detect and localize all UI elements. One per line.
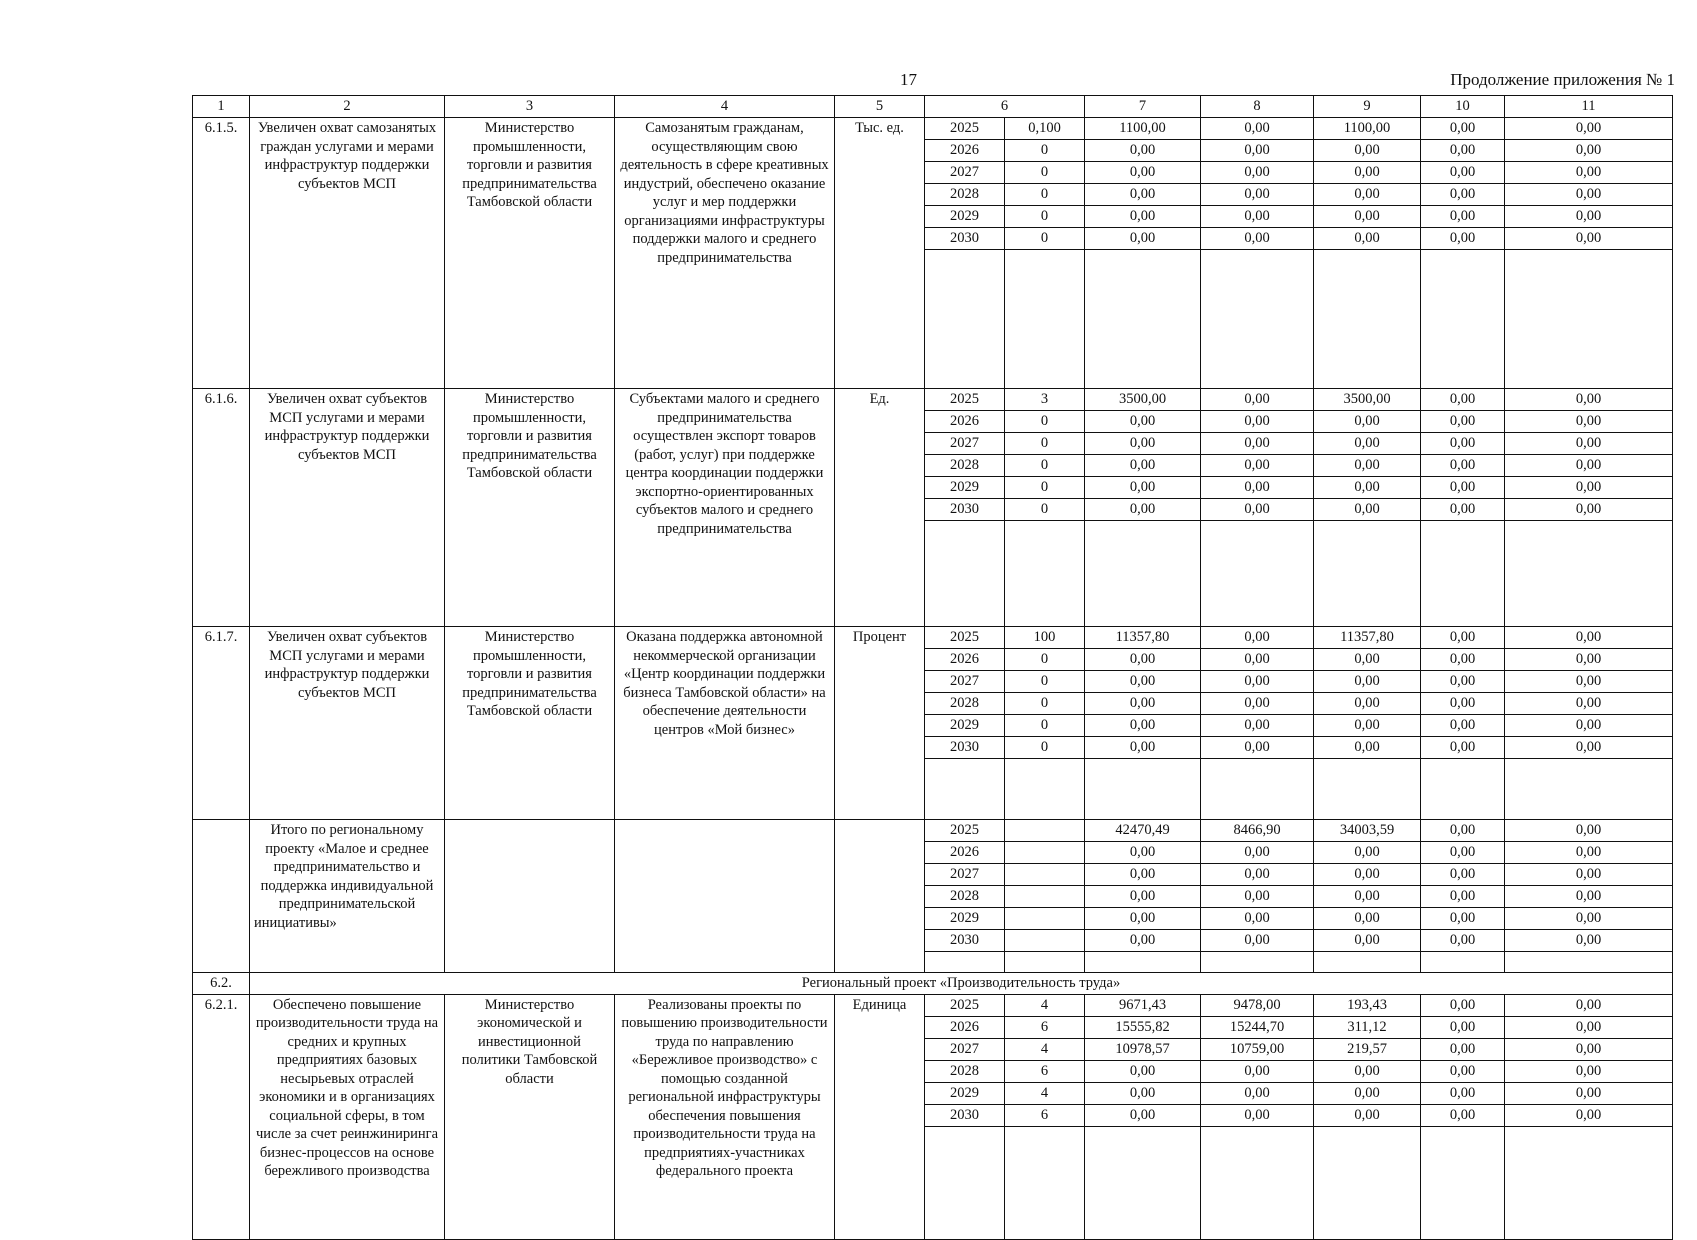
cell-c9: 0,00 [1314, 715, 1421, 737]
empty-cell [1085, 250, 1201, 389]
year-row [193, 994, 1673, 1016]
empty-cell [1085, 521, 1201, 627]
cell-c8: 0,00 [1201, 1060, 1314, 1082]
empty-cell [1201, 521, 1314, 627]
appendix-continuation-note: Продолжение приложения № 1 [1450, 70, 1675, 89]
item-responsible: Министерство промышленности, торговли и развития предпринимательства Тамбовской области [445, 627, 615, 820]
cell-c10: 0,00 [1421, 737, 1505, 759]
cell-c7: 1100,00 [1085, 118, 1201, 140]
cell-c9: 0,00 [1314, 649, 1421, 671]
cell-c7: 0,00 [1085, 908, 1201, 930]
cell-c9: 0,00 [1314, 1060, 1421, 1082]
empty-cell [1201, 250, 1314, 389]
cell-c10: 0,00 [1421, 433, 1505, 455]
year-row [193, 627, 1673, 649]
column-header: 6 [925, 96, 1085, 118]
cell-c10: 0,00 [1421, 864, 1505, 886]
cell-c9: 0,00 [1314, 693, 1421, 715]
cell-c10: 0,00 [1421, 886, 1505, 908]
cell-c8: 0,00 [1201, 715, 1314, 737]
cell-c8: 10759,00 [1201, 1038, 1314, 1060]
cell-c8: 8466,90 [1201, 820, 1314, 842]
cell-c9: 219,57 [1314, 1038, 1421, 1060]
empty-cell [925, 759, 1005, 820]
empty-cell [1005, 952, 1085, 973]
cell-value: 4 [1005, 1038, 1085, 1060]
cell-c8: 0,00 [1201, 886, 1314, 908]
cell-year: 2027 [925, 162, 1005, 184]
empty-cell [1505, 521, 1673, 627]
cell-c8: 0,00 [1201, 499, 1314, 521]
cell-value: 0 [1005, 737, 1085, 759]
cell-c10: 0,00 [1421, 411, 1505, 433]
cell-year: 2030 [925, 930, 1005, 952]
cell-year: 2029 [925, 715, 1005, 737]
item-result: Обеспечено повышение производительности труда на средних и крупных предприятиях базовых несырьевых отраслей экономики и в организациях социальной сферы, в том числе за счет реинжиниринга бизнес-процессов на основе бережливого производства [250, 994, 445, 1239]
cell-value: 6 [1005, 1016, 1085, 1038]
cell-c7: 0,00 [1085, 140, 1201, 162]
cell-year: 2025 [925, 994, 1005, 1016]
cell-c11: 0,00 [1505, 908, 1673, 930]
cell-c9: 0,00 [1314, 930, 1421, 952]
cell-year: 2026 [925, 140, 1005, 162]
cell-c9: 0,00 [1314, 1104, 1421, 1126]
cell-c10: 0,00 [1421, 389, 1505, 411]
year-row [193, 820, 1673, 842]
cell-c7: 9671,43 [1085, 994, 1201, 1016]
column-header: 10 [1421, 96, 1505, 118]
cell-c11: 0,00 [1505, 162, 1673, 184]
cell-c8: 0,00 [1201, 671, 1314, 693]
cell-c11: 0,00 [1505, 886, 1673, 908]
cell-c8: 0,00 [1201, 1082, 1314, 1104]
empty-cell [1314, 250, 1421, 389]
cell-c10: 0,00 [1421, 499, 1505, 521]
cell-c10: 0,00 [1421, 477, 1505, 499]
cell-c7: 0,00 [1085, 715, 1201, 737]
item-responsible: Министерство промышленности, торговли и развития предпринимательства Тамбовской области [445, 389, 615, 627]
cell-c8: 0,00 [1201, 162, 1314, 184]
item-unit: Ед. [835, 389, 925, 627]
cell-c11: 0,00 [1505, 499, 1673, 521]
cell-c7: 0,00 [1085, 930, 1201, 952]
cell-c9: 0,00 [1314, 499, 1421, 521]
item-number: 6.2.1. [193, 994, 250, 1239]
cell-c8: 0,00 [1201, 627, 1314, 649]
cell-c8: 0,00 [1201, 455, 1314, 477]
cell-c11: 0,00 [1505, 864, 1673, 886]
cell-c8: 0,00 [1201, 693, 1314, 715]
cell-value: 100 [1005, 627, 1085, 649]
cell-c9: 0,00 [1314, 228, 1421, 250]
cell-c11: 0,00 [1505, 389, 1673, 411]
cell-c11: 0,00 [1505, 737, 1673, 759]
cell-c7: 0,00 [1085, 886, 1201, 908]
cell-c10: 0,00 [1421, 228, 1505, 250]
cell-year: 2027 [925, 433, 1005, 455]
cell-c8: 0,00 [1201, 842, 1314, 864]
cell-c7: 0,00 [1085, 477, 1201, 499]
item-responsible: Министерство экономической и инвестиционной политики Тамбовской области [445, 994, 615, 1239]
cell-value: 0 [1005, 693, 1085, 715]
item-description: Самозанятым гражданам, осуществляющим свою деятельность в сфере креативных индустрий, обеспечено оказание услуг и мер поддержки организациями инфраструктуры поддержки малого и среднего предпринимательства [615, 118, 835, 389]
cell-year: 2030 [925, 228, 1005, 250]
item-unit: Единица [835, 994, 925, 1239]
cell-c11: 0,00 [1505, 842, 1673, 864]
column-header: 9 [1314, 96, 1421, 118]
empty-cell [1421, 952, 1505, 973]
empty-cell [1005, 250, 1085, 389]
empty-cell [1005, 759, 1085, 820]
cell-c10: 0,00 [1421, 994, 1505, 1016]
cell-c7: 0,00 [1085, 1104, 1201, 1126]
cell-year: 2026 [925, 1016, 1005, 1038]
empty-cell [1314, 759, 1421, 820]
cell-c11: 0,00 [1505, 649, 1673, 671]
cell-c11: 0,00 [1505, 228, 1673, 250]
cell-c9: 34003,59 [1314, 820, 1421, 842]
cell-year: 2025 [925, 820, 1005, 842]
empty-cell [925, 521, 1005, 627]
cell-value: 0 [1005, 671, 1085, 693]
cell-c8: 0,00 [1201, 477, 1314, 499]
cell-c10: 0,00 [1421, 842, 1505, 864]
cell-c9: 0,00 [1314, 864, 1421, 886]
cell-c8: 0,00 [1201, 140, 1314, 162]
empty-cell [1505, 952, 1673, 973]
cell-c8: 0,00 [1201, 411, 1314, 433]
item-description: Оказана поддержка автономной некоммерческой организации «Центр координации поддержки бизнеса Тамбовской области» на обеспечение деятельности центров «Мой бизнес» [615, 627, 835, 820]
cell-year: 2029 [925, 477, 1005, 499]
cell-c8: 0,00 [1201, 389, 1314, 411]
cell-c11: 0,00 [1505, 206, 1673, 228]
item-result: Увеличен охват субъектов МСП услугами и мерами инфраструктур поддержки субъектов МСП [250, 627, 445, 820]
cell-year: 2029 [925, 908, 1005, 930]
cell-c9: 0,00 [1314, 162, 1421, 184]
cell-c8: 0,00 [1201, 1104, 1314, 1126]
cell-value: 4 [1005, 1082, 1085, 1104]
cell-c7: 0,00 [1085, 184, 1201, 206]
cell-c11: 0,00 [1505, 820, 1673, 842]
cell-c8: 0,00 [1201, 908, 1314, 930]
cell-c8: 15244,70 [1201, 1016, 1314, 1038]
cell-c10: 0,00 [1421, 118, 1505, 140]
column-header: 11 [1505, 96, 1673, 118]
cell-value: 0 [1005, 477, 1085, 499]
cell-c11: 0,00 [1505, 671, 1673, 693]
cell-c10: 0,00 [1421, 930, 1505, 952]
cell-value [1005, 908, 1085, 930]
cell-c10: 0,00 [1421, 1082, 1505, 1104]
cell-value: 0 [1005, 649, 1085, 671]
cell-value [1005, 820, 1085, 842]
cell-value: 4 [1005, 994, 1085, 1016]
cell-c9: 0,00 [1314, 842, 1421, 864]
cell-c10: 0,00 [1421, 1016, 1505, 1038]
cell-c8: 0,00 [1201, 433, 1314, 455]
cell-c7: 0,00 [1085, 842, 1201, 864]
cell-c10: 0,00 [1421, 1038, 1505, 1060]
cell-c7: 42470,49 [1085, 820, 1201, 842]
cell-c9: 0,00 [1314, 671, 1421, 693]
item-unit: Тыс. ед. [835, 118, 925, 389]
empty-cell [1201, 1126, 1314, 1239]
cell-c11: 0,00 [1505, 1038, 1673, 1060]
cell-c11: 0,00 [1505, 693, 1673, 715]
item-description: Реализованы проекты по повышению производительности труда по направлению «Бережливое производство» с помощью созданной региональной инфраструктуры обеспечения повышения производительности труда на предприятиях-участниках федерального проекта [615, 994, 835, 1239]
cell-c11: 0,00 [1505, 433, 1673, 455]
cell-c11: 0,00 [1505, 1104, 1673, 1126]
empty-cell [1005, 1126, 1085, 1239]
item-unit: Процент [835, 627, 925, 820]
column-header: 2 [250, 96, 445, 118]
empty-cell [1314, 952, 1421, 973]
cell-c9: 0,00 [1314, 184, 1421, 206]
cell-value: 0 [1005, 455, 1085, 477]
cell-value: 0 [1005, 206, 1085, 228]
item-description: Субъектами малого и среднего предпринимательства осуществлен экспорт товаров (работ, услуг) при поддержке центра координации поддержки экспортно-ориентированных субъектов малого и среднего предпринимательства [615, 389, 835, 627]
cell-year: 2030 [925, 737, 1005, 759]
empty-cell [1201, 952, 1314, 973]
cell-c11: 0,00 [1505, 140, 1673, 162]
cell-c11: 0,00 [1505, 930, 1673, 952]
cell-c11: 0,00 [1505, 994, 1673, 1016]
empty-cell [1421, 250, 1505, 389]
cell-year: 2026 [925, 649, 1005, 671]
item-description [615, 820, 835, 973]
cell-value: 0 [1005, 433, 1085, 455]
cell-value [1005, 886, 1085, 908]
cell-year: 2028 [925, 1060, 1005, 1082]
cell-c7: 3500,00 [1085, 389, 1201, 411]
program-table [192, 95, 1673, 1240]
section-number: 6.2. [193, 973, 250, 995]
cell-c7: 0,00 [1085, 693, 1201, 715]
cell-c9: 0,00 [1314, 908, 1421, 930]
cell-value: 0 [1005, 162, 1085, 184]
cell-value: 0 [1005, 140, 1085, 162]
column-header: 3 [445, 96, 615, 118]
cell-c7: 0,00 [1085, 649, 1201, 671]
cell-c10: 0,00 [1421, 184, 1505, 206]
section-header-row [193, 973, 1673, 995]
cell-year: 2027 [925, 1038, 1005, 1060]
cell-c9: 0,00 [1314, 737, 1421, 759]
cell-c7: 0,00 [1085, 162, 1201, 184]
cell-year: 2026 [925, 411, 1005, 433]
cell-c11: 0,00 [1505, 455, 1673, 477]
empty-cell [1201, 759, 1314, 820]
cell-value [1005, 864, 1085, 886]
cell-year: 2029 [925, 1082, 1005, 1104]
empty-cell [1421, 1126, 1505, 1239]
cell-year: 2030 [925, 499, 1005, 521]
cell-c8: 9478,00 [1201, 994, 1314, 1016]
cell-c7: 0,00 [1085, 411, 1201, 433]
cell-c8: 0,00 [1201, 228, 1314, 250]
cell-c9: 3500,00 [1314, 389, 1421, 411]
cell-c9: 1100,00 [1314, 118, 1421, 140]
cell-value: 0 [1005, 184, 1085, 206]
cell-c10: 0,00 [1421, 162, 1505, 184]
cell-c8: 0,00 [1201, 737, 1314, 759]
item-result: Увеличен охват самозанятых граждан услугами и мерами инфраструктур поддержки субъектов МСП [250, 118, 445, 389]
cell-c8: 0,00 [1201, 118, 1314, 140]
empty-cell [1505, 1126, 1673, 1239]
empty-cell [1005, 521, 1085, 627]
empty-cell [925, 250, 1005, 389]
item-number: 6.1.6. [193, 389, 250, 627]
empty-cell [1505, 250, 1673, 389]
cell-c11: 0,00 [1505, 118, 1673, 140]
cell-c7: 10978,57 [1085, 1038, 1201, 1060]
empty-cell [925, 1126, 1005, 1239]
item-responsible [445, 820, 615, 973]
cell-c11: 0,00 [1505, 411, 1673, 433]
cell-c9: 0,00 [1314, 140, 1421, 162]
empty-cell [1085, 759, 1201, 820]
cell-c11: 0,00 [1505, 627, 1673, 649]
cell-c10: 0,00 [1421, 627, 1505, 649]
cell-year: 2029 [925, 206, 1005, 228]
cell-c10: 0,00 [1421, 693, 1505, 715]
cell-c11: 0,00 [1505, 1016, 1673, 1038]
section-title: Региональный проект «Производительность труда» [250, 973, 1673, 995]
column-header: 8 [1201, 96, 1314, 118]
cell-year: 2028 [925, 693, 1005, 715]
column-header: 4 [615, 96, 835, 118]
cell-year: 2030 [925, 1104, 1005, 1126]
item-responsible: Министерство промышленности, торговли и развития предпринимательства Тамбовской области [445, 118, 615, 389]
cell-year: 2028 [925, 455, 1005, 477]
cell-year: 2028 [925, 184, 1005, 206]
cell-c7: 0,00 [1085, 206, 1201, 228]
cell-c8: 0,00 [1201, 184, 1314, 206]
empty-cell [1085, 952, 1201, 973]
cell-year: 2027 [925, 671, 1005, 693]
cell-c7: 15555,82 [1085, 1016, 1201, 1038]
cell-c10: 0,00 [1421, 455, 1505, 477]
cell-year: 2025 [925, 389, 1005, 411]
cell-c7: 0,00 [1085, 499, 1201, 521]
cell-c9: 0,00 [1314, 455, 1421, 477]
cell-c10: 0,00 [1421, 908, 1505, 930]
cell-year: 2026 [925, 842, 1005, 864]
cell-value: 0 [1005, 715, 1085, 737]
cell-c9: 0,00 [1314, 886, 1421, 908]
cell-c10: 0,00 [1421, 715, 1505, 737]
cell-c9: 0,00 [1314, 411, 1421, 433]
cell-c10: 0,00 [1421, 206, 1505, 228]
cell-value [1005, 930, 1085, 952]
cell-value: 0 [1005, 411, 1085, 433]
cell-c10: 0,00 [1421, 1104, 1505, 1126]
empty-cell [1085, 1126, 1201, 1239]
cell-c11: 0,00 [1505, 1082, 1673, 1104]
cell-c8: 0,00 [1201, 930, 1314, 952]
cell-c11: 0,00 [1505, 477, 1673, 499]
cell-c11: 0,00 [1505, 715, 1673, 737]
page-number: 17 [900, 70, 917, 89]
cell-year: 2028 [925, 886, 1005, 908]
cell-value: 6 [1005, 1060, 1085, 1082]
cell-c7: 0,00 [1085, 864, 1201, 886]
item-number [193, 820, 250, 973]
cell-c7: 0,00 [1085, 455, 1201, 477]
cell-c9: 311,12 [1314, 1016, 1421, 1038]
empty-cell [1505, 759, 1673, 820]
cell-c9: 0,00 [1314, 206, 1421, 228]
cell-c7: 0,00 [1085, 1082, 1201, 1104]
cell-c10: 0,00 [1421, 671, 1505, 693]
cell-c9: 193,43 [1314, 994, 1421, 1016]
cell-c8: 0,00 [1201, 206, 1314, 228]
empty-cell [1314, 521, 1421, 627]
cell-c7: 0,00 [1085, 671, 1201, 693]
cell-c7: 0,00 [1085, 228, 1201, 250]
cell-value: 0 [1005, 499, 1085, 521]
cell-value: 0 [1005, 228, 1085, 250]
cell-year: 2027 [925, 864, 1005, 886]
cell-value [1005, 842, 1085, 864]
cell-c11: 0,00 [1505, 184, 1673, 206]
cell-c10: 0,00 [1421, 820, 1505, 842]
column-header-row [193, 96, 1673, 118]
item-number: 6.1.7. [193, 627, 250, 820]
cell-c9: 0,00 [1314, 477, 1421, 499]
cell-year: 2025 [925, 118, 1005, 140]
column-header: 1 [193, 96, 250, 118]
cell-c7: 0,00 [1085, 737, 1201, 759]
empty-cell [1421, 759, 1505, 820]
empty-cell [925, 952, 1005, 973]
cell-c9: 0,00 [1314, 433, 1421, 455]
year-row [193, 389, 1673, 411]
item-unit [835, 820, 925, 973]
cell-c8: 0,00 [1201, 649, 1314, 671]
cell-c7: 11357,80 [1085, 627, 1201, 649]
item-number: 6.1.5. [193, 118, 250, 389]
item-result: Итого по региональному проекту «Малое и среднее предпринимательство и поддержка индивидуальной предпринимательской инициативы» [250, 820, 445, 973]
cell-c10: 0,00 [1421, 140, 1505, 162]
column-header: 5 [835, 96, 925, 118]
cell-c9: 11357,80 [1314, 627, 1421, 649]
cell-c7: 0,00 [1085, 433, 1201, 455]
item-result: Увеличен охват субъектов МСП услугами и мерами инфраструктур поддержки субъектов МСП [250, 389, 445, 627]
column-header: 7 [1085, 96, 1201, 118]
cell-year: 2025 [925, 627, 1005, 649]
cell-c10: 0,00 [1421, 1060, 1505, 1082]
cell-c7: 0,00 [1085, 1060, 1201, 1082]
year-row [193, 118, 1673, 140]
empty-cell [1314, 1126, 1421, 1239]
cell-c8: 0,00 [1201, 864, 1314, 886]
empty-cell [1421, 521, 1505, 627]
cell-c9: 0,00 [1314, 1082, 1421, 1104]
cell-c11: 0,00 [1505, 1060, 1673, 1082]
cell-value: 3 [1005, 389, 1085, 411]
cell-c10: 0,00 [1421, 649, 1505, 671]
cell-value: 0,100 [1005, 118, 1085, 140]
cell-value: 6 [1005, 1104, 1085, 1126]
